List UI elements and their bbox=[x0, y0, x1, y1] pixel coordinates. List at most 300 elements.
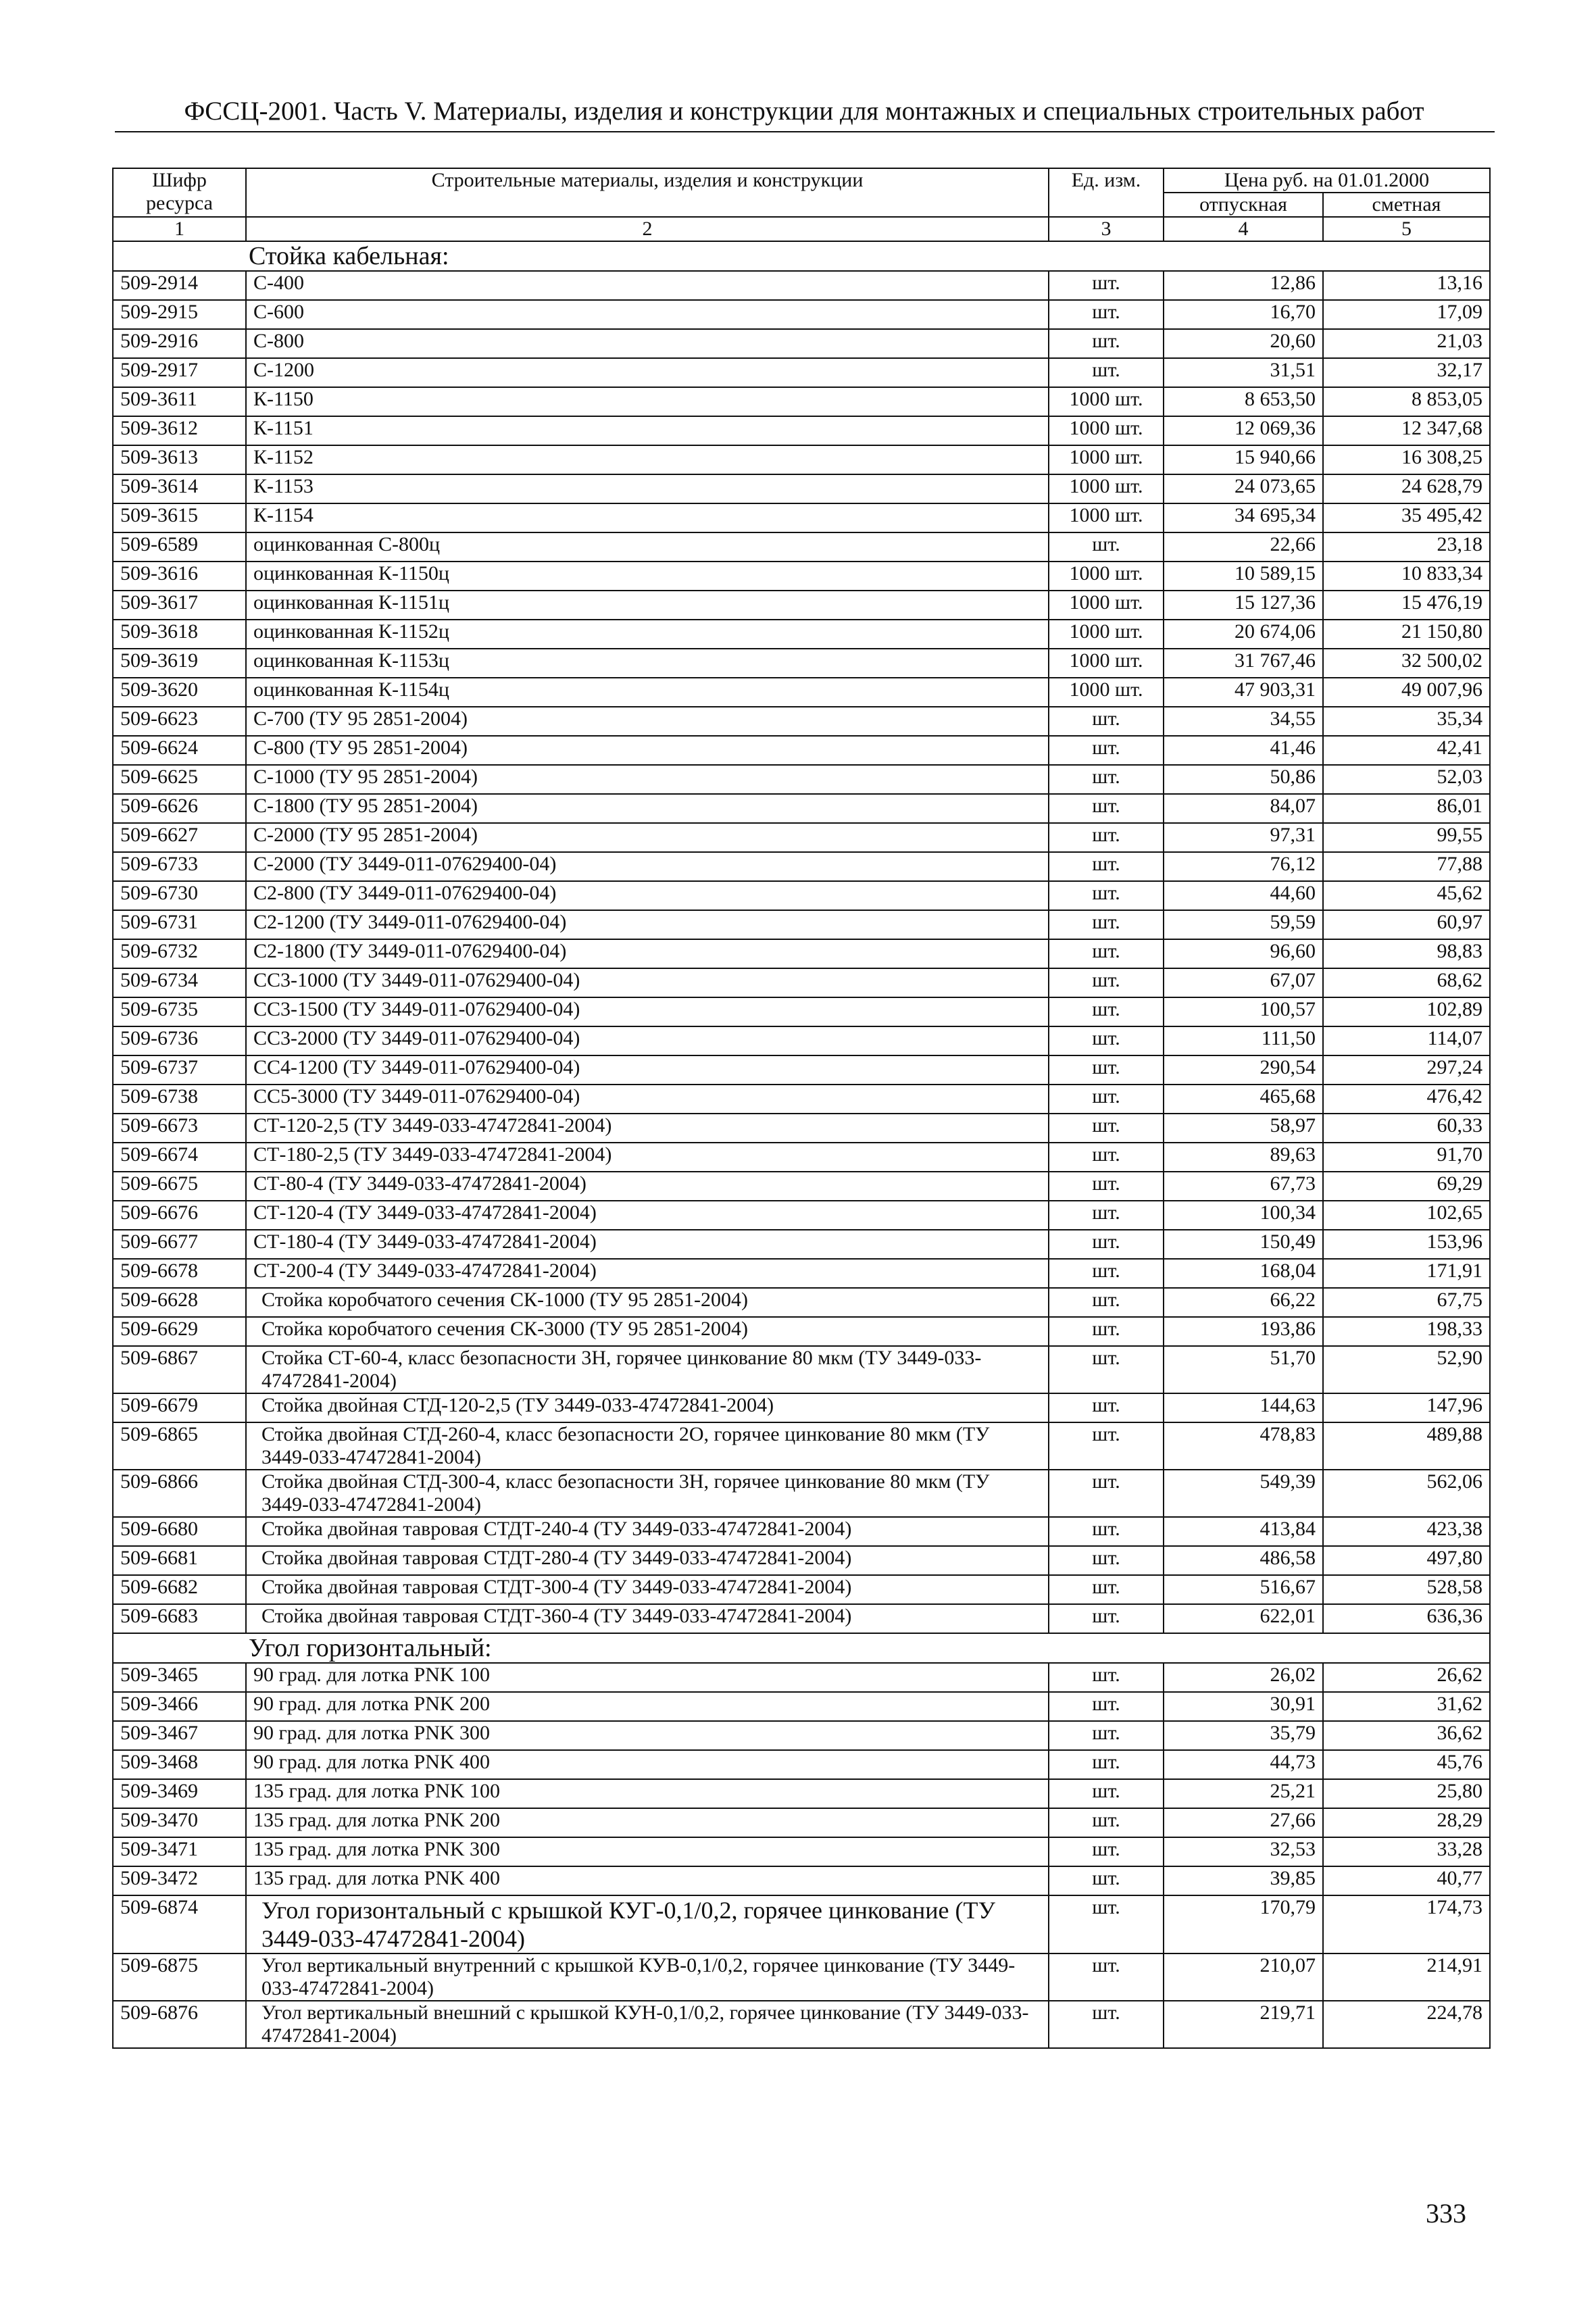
estimate-price-cell: 26,62 bbox=[1323, 1663, 1490, 1692]
estimate-price-cell: 52,90 bbox=[1323, 1346, 1490, 1393]
unit-cell: шт. bbox=[1049, 358, 1164, 387]
unit-cell: шт. bbox=[1049, 329, 1164, 358]
estimate-price-cell: 31,62 bbox=[1323, 1692, 1490, 1721]
resource-code-cell: 509-2914 bbox=[113, 271, 246, 300]
resource-code-cell: 509-6673 bbox=[113, 1114, 246, 1143]
table-row bbox=[113, 1114, 1490, 1143]
resource-code-cell: 509-6624 bbox=[113, 736, 246, 765]
release-price-cell: 26,02 bbox=[1164, 1663, 1323, 1692]
unit-cell: шт. bbox=[1049, 1172, 1164, 1201]
table-row bbox=[113, 1808, 1490, 1837]
item-name-cell: 90 град. для лотка PNK 100 bbox=[246, 1663, 1049, 1692]
resource-code-cell: 509-6678 bbox=[113, 1259, 246, 1288]
release-price-cell: 34,55 bbox=[1164, 707, 1323, 736]
release-price-cell: 35,79 bbox=[1164, 1721, 1323, 1750]
unit-cell: шт. bbox=[1049, 1575, 1164, 1604]
unit-cell: шт. bbox=[1049, 997, 1164, 1026]
resource-code-cell: 509-6732 bbox=[113, 939, 246, 968]
release-price-cell: 15 940,66 bbox=[1164, 445, 1323, 474]
estimate-price-cell: 98,83 bbox=[1323, 939, 1490, 968]
unit-cell: шт. bbox=[1049, 271, 1164, 300]
table-row bbox=[113, 474, 1490, 503]
table-row bbox=[113, 649, 1490, 678]
table-row bbox=[113, 591, 1490, 620]
item-name-cell: оцинкованная К-1150ц bbox=[246, 562, 1049, 591]
estimate-price-cell: 23,18 bbox=[1323, 532, 1490, 562]
unit-cell: шт. bbox=[1049, 1143, 1164, 1172]
estimate-price-cell: 69,29 bbox=[1323, 1172, 1490, 1201]
release-price-cell: 41,46 bbox=[1164, 736, 1323, 765]
table-row bbox=[113, 387, 1490, 416]
item-name-cell: СС3-1500 (ТУ 3449-011-07629400-04) bbox=[246, 997, 1049, 1026]
resource-code-cell: 509-6627 bbox=[113, 823, 246, 852]
table-row bbox=[113, 1201, 1490, 1230]
item-name-cell: К-1154 bbox=[246, 503, 1049, 532]
release-price-cell: 193,86 bbox=[1164, 1317, 1323, 1346]
release-price-cell: 8 653,50 bbox=[1164, 387, 1323, 416]
release-price-cell: 219,71 bbox=[1164, 2001, 1323, 2048]
unit-cell: шт. bbox=[1049, 1546, 1164, 1575]
item-name-cell: СС3-1000 (ТУ 3449-011-07629400-04) bbox=[246, 968, 1049, 997]
estimate-price-cell: 476,42 bbox=[1323, 1085, 1490, 1114]
resource-code-cell: 509-6876 bbox=[113, 2001, 246, 2048]
table-row bbox=[113, 1288, 1490, 1317]
release-price-cell: 12,86 bbox=[1164, 271, 1323, 300]
table-row bbox=[113, 794, 1490, 823]
resource-code-cell: 509-6736 bbox=[113, 1026, 246, 1055]
resource-code-cell: 509-6676 bbox=[113, 1201, 246, 1230]
column-header-code: Шифр ресурса bbox=[113, 168, 246, 217]
unit-cell: шт. bbox=[1049, 1346, 1164, 1393]
item-name-cell: С-2000 (ТУ 95 2851-2004) bbox=[246, 823, 1049, 852]
resource-code-cell: 509-6735 bbox=[113, 997, 246, 1026]
unit-cell: 1000 шт. bbox=[1049, 387, 1164, 416]
column-header-release-price: отпускная bbox=[1164, 193, 1323, 217]
table-row bbox=[113, 1259, 1490, 1288]
item-name-cell: СТ-120-4 (ТУ 3449-033-47472841-2004) bbox=[246, 1201, 1049, 1230]
release-price-cell: 58,97 bbox=[1164, 1114, 1323, 1143]
release-price-cell: 10 589,15 bbox=[1164, 562, 1323, 591]
table-row bbox=[113, 445, 1490, 474]
table-row bbox=[113, 1026, 1490, 1055]
unit-cell: шт. bbox=[1049, 1317, 1164, 1346]
resource-code-cell: 509-6734 bbox=[113, 968, 246, 997]
unit-cell: шт. bbox=[1049, 1808, 1164, 1837]
table-row bbox=[113, 1663, 1490, 1692]
estimate-price-cell: 36,62 bbox=[1323, 1721, 1490, 1750]
item-name-cell: Стойка двойная СТД-300-4, класс безопасности 3Н, горячее цинкование 80 мкм (ТУ 3449-033-47472841-2004) bbox=[246, 1470, 1049, 1517]
column-number: 2 bbox=[246, 217, 1049, 241]
table-row bbox=[113, 271, 1490, 300]
item-name-cell: С-1200 bbox=[246, 358, 1049, 387]
table-row bbox=[113, 1604, 1490, 1633]
resource-code-cell: 509-3617 bbox=[113, 591, 246, 620]
release-price-cell: 100,57 bbox=[1164, 997, 1323, 1026]
table-row bbox=[113, 1085, 1490, 1114]
unit-cell: шт. bbox=[1049, 939, 1164, 968]
release-price-cell: 47 903,31 bbox=[1164, 678, 1323, 707]
table-row bbox=[113, 620, 1490, 649]
estimate-price-cell: 77,88 bbox=[1323, 852, 1490, 881]
table-row bbox=[113, 1546, 1490, 1575]
table-row bbox=[113, 678, 1490, 707]
release-price-cell: 516,67 bbox=[1164, 1575, 1323, 1604]
estimate-price-cell: 68,62 bbox=[1323, 968, 1490, 997]
item-name-cell: 135 град. для лотка PNK 300 bbox=[246, 1837, 1049, 1866]
table-row bbox=[113, 2001, 1490, 2048]
item-name-cell: Стойка СТ-60-4, класс безопасности 3Н, горячее цинкование 80 мкм (ТУ 3449-033-47472841-2004) bbox=[246, 1346, 1049, 1393]
resource-code-cell: 509-3612 bbox=[113, 416, 246, 445]
estimate-price-cell: 60,97 bbox=[1323, 910, 1490, 939]
unit-cell: шт. bbox=[1049, 852, 1164, 881]
estimate-price-cell: 42,41 bbox=[1323, 736, 1490, 765]
item-name-cell: СТ-120-2,5 (ТУ 3449-033-47472841-2004) bbox=[246, 1114, 1049, 1143]
table-row bbox=[113, 1779, 1490, 1808]
estimate-price-cell: 28,29 bbox=[1323, 1808, 1490, 1837]
unit-cell: 1000 шт. bbox=[1049, 445, 1164, 474]
resource-code-cell: 509-3616 bbox=[113, 562, 246, 591]
header-divider bbox=[115, 131, 1495, 132]
item-name-cell: оцинкованная К-1153ц bbox=[246, 649, 1049, 678]
release-price-cell: 67,73 bbox=[1164, 1172, 1323, 1201]
estimate-price-cell: 21,03 bbox=[1323, 329, 1490, 358]
resource-code-cell: 509-3619 bbox=[113, 649, 246, 678]
table-row bbox=[113, 300, 1490, 329]
estimate-price-cell: 32 500,02 bbox=[1323, 649, 1490, 678]
item-name-cell: 135 град. для лотка PNK 100 bbox=[246, 1779, 1049, 1808]
release-price-cell: 76,12 bbox=[1164, 852, 1323, 881]
release-price-cell: 12 069,36 bbox=[1164, 416, 1323, 445]
table-row bbox=[113, 1055, 1490, 1085]
estimate-price-cell: 17,09 bbox=[1323, 300, 1490, 329]
item-name-cell: Угол вертикальный внешний с крышкой КУН-0,1/0,2, горячее цинкование (ТУ 3449-033-47472841-2004) bbox=[246, 2001, 1049, 2048]
item-name-cell: С2-800 (ТУ 3449-011-07629400-04) bbox=[246, 881, 1049, 910]
table-row bbox=[113, 1721, 1490, 1750]
estimate-price-cell: 49 007,96 bbox=[1323, 678, 1490, 707]
item-name-cell: 135 град. для лотка PNK 400 bbox=[246, 1866, 1049, 1895]
estimate-price-cell: 40,77 bbox=[1323, 1866, 1490, 1895]
item-name-cell: СТ-80-4 (ТУ 3449-033-47472841-2004) bbox=[246, 1172, 1049, 1201]
item-name-cell: Стойка двойная тавровая СТДТ-280-4 (ТУ 3449-033-47472841-2004) bbox=[246, 1546, 1049, 1575]
item-name-cell: Угол горизонтальный с крышкой КУГ-0,1/0,2, горячее цинкование (ТУ 3449-033-47472841-2004) bbox=[246, 1895, 1049, 1953]
release-price-cell: 150,49 bbox=[1164, 1230, 1323, 1259]
item-name-cell: Стойка двойная СТД-120-2,5 (ТУ 3449-033-47472841-2004) bbox=[246, 1393, 1049, 1422]
unit-cell: шт. bbox=[1049, 532, 1164, 562]
section-title: Угол горизонтальный: bbox=[113, 1633, 1490, 1663]
table-row bbox=[113, 1230, 1490, 1259]
estimate-price-cell: 171,91 bbox=[1323, 1259, 1490, 1288]
table-row bbox=[113, 1575, 1490, 1604]
release-price-cell: 44,73 bbox=[1164, 1750, 1323, 1779]
release-price-cell: 210,07 bbox=[1164, 1953, 1323, 2001]
release-price-cell: 50,86 bbox=[1164, 765, 1323, 794]
release-price-cell: 168,04 bbox=[1164, 1259, 1323, 1288]
column-header-estimate-price: сметная bbox=[1323, 193, 1490, 217]
resource-code-cell: 509-3472 bbox=[113, 1866, 246, 1895]
column-number: 1 bbox=[113, 217, 246, 241]
estimate-price-cell: 45,62 bbox=[1323, 881, 1490, 910]
resource-code-cell: 509-6867 bbox=[113, 1346, 246, 1393]
resource-code-cell: 509-3465 bbox=[113, 1663, 246, 1692]
table-row bbox=[113, 1895, 1490, 1953]
item-name-cell: К-1153 bbox=[246, 474, 1049, 503]
resource-code-cell: 509-6623 bbox=[113, 707, 246, 736]
table-row bbox=[113, 1692, 1490, 1721]
estimate-price-cell: 60,33 bbox=[1323, 1114, 1490, 1143]
estimate-price-cell: 21 150,80 bbox=[1323, 620, 1490, 649]
release-price-cell: 25,21 bbox=[1164, 1779, 1323, 1808]
resource-code-cell: 509-6628 bbox=[113, 1288, 246, 1317]
table-row bbox=[113, 881, 1490, 910]
table-body bbox=[113, 241, 1490, 2048]
release-price-cell: 97,31 bbox=[1164, 823, 1323, 852]
unit-cell: 1000 шт. bbox=[1049, 678, 1164, 707]
resource-code-cell: 509-2917 bbox=[113, 358, 246, 387]
item-name-cell: С2-1800 (ТУ 3449-011-07629400-04) bbox=[246, 939, 1049, 968]
item-name-cell: Стойка двойная тавровая СТДТ-300-4 (ТУ 3449-033-47472841-2004) bbox=[246, 1575, 1049, 1604]
unit-cell: 1000 шт. bbox=[1049, 416, 1164, 445]
item-name-cell: Стойка двойная СТД-260-4, класс безопасности 2О, горячее цинкование 80 мкм (ТУ 3449-033-47472841-2004) bbox=[246, 1422, 1049, 1470]
resource-code-cell: 509-6731 bbox=[113, 910, 246, 939]
release-price-cell: 66,22 bbox=[1164, 1288, 1323, 1317]
unit-cell: шт. bbox=[1049, 1721, 1164, 1750]
resource-code-cell: 509-6737 bbox=[113, 1055, 246, 1085]
section-title: Стойка кабельная: bbox=[113, 241, 1490, 271]
release-price-cell: 39,85 bbox=[1164, 1866, 1323, 1895]
table-row bbox=[113, 910, 1490, 939]
resource-code-cell: 509-3618 bbox=[113, 620, 246, 649]
item-name-cell: Стойка двойная тавровая СТДТ-360-4 (ТУ 3449-033-47472841-2004) bbox=[246, 1604, 1049, 1633]
resource-code-cell: 509-3620 bbox=[113, 678, 246, 707]
unit-cell: шт. bbox=[1049, 794, 1164, 823]
unit-cell: шт. bbox=[1049, 1779, 1164, 1808]
estimate-price-cell: 214,91 bbox=[1323, 1953, 1490, 2001]
release-price-cell: 89,63 bbox=[1164, 1143, 1323, 1172]
table-row bbox=[113, 852, 1490, 881]
estimate-price-cell: 32,17 bbox=[1323, 358, 1490, 387]
table-row bbox=[113, 823, 1490, 852]
resource-code-cell: 509-3611 bbox=[113, 387, 246, 416]
estimate-price-cell: 25,80 bbox=[1323, 1779, 1490, 1808]
unit-cell: шт. bbox=[1049, 1663, 1164, 1692]
resource-code-cell: 509-6680 bbox=[113, 1517, 246, 1546]
unit-cell: шт. bbox=[1049, 1055, 1164, 1085]
release-price-cell: 478,83 bbox=[1164, 1422, 1323, 1470]
estimate-price-cell: 8 853,05 bbox=[1323, 387, 1490, 416]
release-price-cell: 84,07 bbox=[1164, 794, 1323, 823]
column-number: 5 bbox=[1323, 217, 1490, 241]
column-number: 4 bbox=[1164, 217, 1323, 241]
item-name-cell: С2-1200 (ТУ 3449-011-07629400-04) bbox=[246, 910, 1049, 939]
release-price-cell: 20 674,06 bbox=[1164, 620, 1323, 649]
resource-code-cell: 509-6683 bbox=[113, 1604, 246, 1633]
unit-cell: шт. bbox=[1049, 1866, 1164, 1895]
resource-code-cell: 509-6674 bbox=[113, 1143, 246, 1172]
table-row bbox=[113, 1143, 1490, 1172]
estimate-price-cell: 198,33 bbox=[1323, 1317, 1490, 1346]
release-price-cell: 144,63 bbox=[1164, 1393, 1323, 1422]
column-header-unit: Ед. изм. bbox=[1049, 168, 1164, 217]
release-price-cell: 51,70 bbox=[1164, 1346, 1323, 1393]
unit-cell: шт. bbox=[1049, 823, 1164, 852]
item-name-cell: СТ-200-4 (ТУ 3449-033-47472841-2004) bbox=[246, 1259, 1049, 1288]
item-name-cell: С-600 bbox=[246, 300, 1049, 329]
item-name-cell: оцинкованная К-1152ц bbox=[246, 620, 1049, 649]
unit-cell: шт. bbox=[1049, 968, 1164, 997]
unit-cell: шт. bbox=[1049, 1837, 1164, 1866]
release-price-cell: 67,07 bbox=[1164, 968, 1323, 997]
table-row bbox=[113, 1953, 1490, 2001]
release-price-cell: 32,53 bbox=[1164, 1837, 1323, 1866]
estimate-price-cell: 489,88 bbox=[1323, 1422, 1490, 1470]
item-name-cell: 90 град. для лотка PNK 300 bbox=[246, 1721, 1049, 1750]
resource-code-cell: 509-6733 bbox=[113, 852, 246, 881]
table-row bbox=[113, 765, 1490, 794]
table-row bbox=[113, 1346, 1490, 1393]
estimate-price-cell: 528,58 bbox=[1323, 1575, 1490, 1604]
estimate-price-cell: 24 628,79 bbox=[1323, 474, 1490, 503]
unit-cell: шт. bbox=[1049, 1114, 1164, 1143]
resource-code-cell: 509-6626 bbox=[113, 794, 246, 823]
table-row bbox=[113, 503, 1490, 532]
resource-code-cell: 509-6589 bbox=[113, 532, 246, 562]
item-name-cell: Стойка двойная тавровая СТДТ-240-4 (ТУ 3449-033-47472841-2004) bbox=[246, 1517, 1049, 1546]
release-price-cell: 44,60 bbox=[1164, 881, 1323, 910]
unit-cell: шт. bbox=[1049, 736, 1164, 765]
release-price-cell: 111,50 bbox=[1164, 1026, 1323, 1055]
unit-cell: шт. bbox=[1049, 1201, 1164, 1230]
unit-cell: шт. bbox=[1049, 910, 1164, 939]
unit-cell: 1000 шт. bbox=[1049, 620, 1164, 649]
resource-code-cell: 509-3471 bbox=[113, 1837, 246, 1866]
unit-cell: шт. bbox=[1049, 1085, 1164, 1114]
unit-cell: шт. bbox=[1049, 1393, 1164, 1422]
resource-code-cell: 509-3469 bbox=[113, 1779, 246, 1808]
table-row bbox=[113, 997, 1490, 1026]
table-row bbox=[113, 1837, 1490, 1866]
unit-cell: шт. bbox=[1049, 1288, 1164, 1317]
table-row bbox=[113, 416, 1490, 445]
item-name-cell: С-400 bbox=[246, 271, 1049, 300]
resource-code-cell: 509-6738 bbox=[113, 1085, 246, 1114]
table-row bbox=[113, 1317, 1490, 1346]
estimate-price-cell: 35,34 bbox=[1323, 707, 1490, 736]
estimate-price-cell: 10 833,34 bbox=[1323, 562, 1490, 591]
estimate-price-cell: 174,73 bbox=[1323, 1895, 1490, 1953]
resource-code-cell: 509-6865 bbox=[113, 1422, 246, 1470]
resource-code-cell: 509-3467 bbox=[113, 1721, 246, 1750]
release-price-cell: 59,59 bbox=[1164, 910, 1323, 939]
estimate-price-cell: 114,07 bbox=[1323, 1026, 1490, 1055]
item-name-cell: С-800 (ТУ 95 2851-2004) bbox=[246, 736, 1049, 765]
table-row bbox=[113, 968, 1490, 997]
item-name-cell: С-1800 (ТУ 95 2851-2004) bbox=[246, 794, 1049, 823]
table-row bbox=[113, 1422, 1490, 1470]
release-price-cell: 24 073,65 bbox=[1164, 474, 1323, 503]
estimate-price-cell: 67,75 bbox=[1323, 1288, 1490, 1317]
unit-cell: 1000 шт. bbox=[1049, 474, 1164, 503]
estimate-price-cell: 52,03 bbox=[1323, 765, 1490, 794]
unit-cell: шт. bbox=[1049, 1953, 1164, 2001]
release-price-cell: 622,01 bbox=[1164, 1604, 1323, 1633]
unit-cell: шт. bbox=[1049, 707, 1164, 736]
release-price-cell: 100,34 bbox=[1164, 1201, 1323, 1230]
release-price-cell: 413,84 bbox=[1164, 1517, 1323, 1546]
resource-code-cell: 509-3470 bbox=[113, 1808, 246, 1837]
resource-code-cell: 509-3468 bbox=[113, 1750, 246, 1779]
resource-code-cell: 509-6681 bbox=[113, 1546, 246, 1575]
table-row bbox=[113, 1172, 1490, 1201]
resource-code-cell: 509-3466 bbox=[113, 1692, 246, 1721]
table-row bbox=[113, 1517, 1490, 1546]
resource-code-cell: 509-3615 bbox=[113, 503, 246, 532]
table-row bbox=[113, 358, 1490, 387]
estimate-price-cell: 497,80 bbox=[1323, 1546, 1490, 1575]
release-price-cell: 22,66 bbox=[1164, 532, 1323, 562]
item-name-cell: С-1000 (ТУ 95 2851-2004) bbox=[246, 765, 1049, 794]
release-price-cell: 31,51 bbox=[1164, 358, 1323, 387]
table-row bbox=[113, 707, 1490, 736]
estimate-price-cell: 33,28 bbox=[1323, 1837, 1490, 1866]
estimate-price-cell: 12 347,68 bbox=[1323, 416, 1490, 445]
unit-cell: шт. bbox=[1049, 1750, 1164, 1779]
unit-cell: шт. bbox=[1049, 765, 1164, 794]
estimate-price-cell: 91,70 bbox=[1323, 1143, 1490, 1172]
item-name-cell: 90 град. для лотка PNK 200 bbox=[246, 1692, 1049, 1721]
resource-code-cell: 509-6875 bbox=[113, 1953, 246, 2001]
item-name-cell: оцинкованная К-1154ц bbox=[246, 678, 1049, 707]
resource-code-cell: 509-6629 bbox=[113, 1317, 246, 1346]
release-price-cell: 34 695,34 bbox=[1164, 503, 1323, 532]
release-price-cell: 170,79 bbox=[1164, 1895, 1323, 1953]
unit-cell: шт. bbox=[1049, 1026, 1164, 1055]
unit-cell: 1000 шт. bbox=[1049, 503, 1164, 532]
unit-cell: шт. bbox=[1049, 1517, 1164, 1546]
item-name-cell: К-1152 bbox=[246, 445, 1049, 474]
page-number: 333 bbox=[1426, 2198, 1466, 2229]
item-name-cell: оцинкованная К-1151ц bbox=[246, 591, 1049, 620]
estimate-price-cell: 562,06 bbox=[1323, 1470, 1490, 1517]
resource-code-cell: 509-6675 bbox=[113, 1172, 246, 1201]
table-header bbox=[113, 168, 1490, 241]
estimate-price-cell: 636,36 bbox=[1323, 1604, 1490, 1633]
table-row bbox=[113, 329, 1490, 358]
estimate-price-cell: 102,89 bbox=[1323, 997, 1490, 1026]
unit-cell: шт. bbox=[1049, 1895, 1164, 1953]
resource-code-cell: 509-6677 bbox=[113, 1230, 246, 1259]
column-number: 3 bbox=[1049, 217, 1164, 241]
unit-cell: 1000 шт. bbox=[1049, 649, 1164, 678]
estimate-price-cell: 297,24 bbox=[1323, 1055, 1490, 1085]
estimate-price-cell: 13,16 bbox=[1323, 271, 1490, 300]
item-name-cell: СС5-3000 (ТУ 3449-011-07629400-04) bbox=[246, 1085, 1049, 1114]
release-price-cell: 96,60 bbox=[1164, 939, 1323, 968]
table-row bbox=[113, 1750, 1490, 1779]
item-name-cell: С-2000 (ТУ 3449-011-07629400-04) bbox=[246, 852, 1049, 881]
unit-cell: шт. bbox=[1049, 1692, 1164, 1721]
estimate-price-cell: 16 308,25 bbox=[1323, 445, 1490, 474]
section-header-row bbox=[113, 1633, 1490, 1663]
resource-code-cell: 509-6730 bbox=[113, 881, 246, 910]
item-name-cell: 135 град. для лотка PNK 200 bbox=[246, 1808, 1049, 1837]
resource-code-cell: 509-2915 bbox=[113, 300, 246, 329]
unit-cell: шт. bbox=[1049, 1259, 1164, 1288]
estimate-price-cell: 224,78 bbox=[1323, 2001, 1490, 2048]
item-name-cell: С-800 bbox=[246, 329, 1049, 358]
release-price-cell: 16,70 bbox=[1164, 300, 1323, 329]
table-row bbox=[113, 736, 1490, 765]
item-name-cell: Стойка коробчатого сечения СК-1000 (ТУ 95 2851-2004) bbox=[246, 1288, 1049, 1317]
